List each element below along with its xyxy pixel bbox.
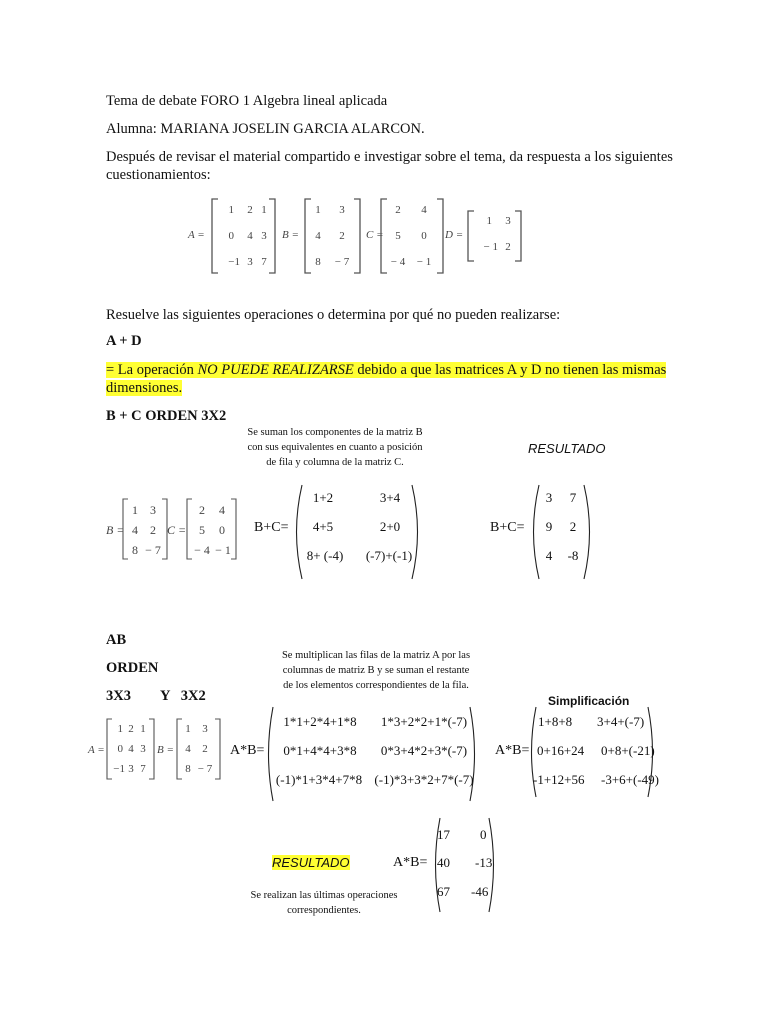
section-ab-heading: AB [106,632,127,648]
matrix-a-cell: 4 [247,230,253,242]
matrix-b-cell: 2 [339,230,345,242]
simplification-label: Simplificación [548,694,630,708]
matrix-c-cell: − 4 [390,256,406,268]
note-line: de fila y columna de la matriz C. [266,457,404,468]
small-a-cell: 3 [128,763,134,775]
bc-result-cell: -8 [567,548,579,563]
ab-simp-cell: -3+6+(-49) [601,772,659,787]
note-line: Se realizan las últimas operaciones [250,890,398,901]
bc-sum-cell: 4+5 [312,519,334,534]
ab-product-cell: 0*3+4*2+3*(-7) [380,743,468,758]
ab-simp-cell: 0+8+(-21) [601,743,655,758]
answer-emphasis: NO PUEDE REALIZARSE [197,362,354,378]
matrix-b-cell: 8 [315,256,321,268]
small-c-cell: 5 [199,523,205,537]
ab-simp-label: A*B= [495,743,530,758]
bc-result-eq-label: B+C= [490,520,525,535]
ab-result-cell: 67 [437,884,450,899]
small-b2-cell: 4 [185,743,191,755]
bc-sum-cell: 8+ (-4) [306,548,344,563]
matrix-c-label: C = [366,229,384,241]
bc-sum-cell: 2+0 [379,519,401,534]
matrix-a-cell: −1 [228,256,240,268]
matrix-b-label: B = [282,229,299,241]
matrix-b-cell: 4 [315,230,321,242]
small-b-cell: 3 [150,503,156,517]
small-b-cell: − 7 [145,543,161,557]
section-ad-answer [106,361,666,380]
small-b2-cell: 2 [202,743,208,755]
ab-result-cell: 40 [437,855,450,870]
matrix-b-cell: − 7 [334,256,350,268]
matrix-d-cell: 1 [486,215,492,227]
small-a-cell: 7 [140,763,146,775]
small-b-cell: 8 [132,543,138,557]
matrix-d-cell: − 1 [483,241,498,253]
matrix-a-cell: 3 [261,230,267,242]
matrix-a-cell: 2 [247,204,253,216]
small-matrix-b2-right-bracket [214,718,222,780]
small-matrix-a-right-bracket [148,718,156,780]
matrix-c-cell: 0 [421,230,427,242]
bc-result-cell: 4 [545,548,553,563]
small-matrix-a-label: A = [88,744,105,756]
student-name: Alumna: MARIANA JOSELIN GARCIA ALARCON. [106,121,425,137]
ab-result-cell: 0 [480,827,487,842]
small-c-cell: 4 [219,503,225,517]
ab-result-eq-label: A*B= [393,855,428,870]
small-b-cell: 2 [150,523,156,537]
matrix-a-label: A = [188,229,205,241]
matrix-a-cell: 0 [228,230,234,242]
intro-line2: cuestionamientos: [106,167,211,183]
small-b-cell: 4 [132,523,138,537]
small-a-cell: 0 [117,743,123,755]
ab-result-label-text: RESULTADO [272,855,350,870]
answer-text-a: = La operación [106,362,198,378]
matrix-a-cell: 1 [228,204,234,216]
section-ab-order-b: Y 3X2 [160,688,206,704]
matrix-c-cell: − 1 [416,256,432,268]
section-bc-heading: B + C ORDEN 3X2 [106,408,227,424]
small-a-cell: 1 [140,723,146,735]
section-bc-result-label: RESULTADO [528,441,606,456]
small-a-cell: −1 [113,763,125,775]
section-ab-note [264,648,488,693]
matrix-b-right-bracket [353,198,363,274]
ab-simp-cell: 1+8+8 [538,714,573,729]
matrix-c-cell: 4 [421,204,427,216]
ab-product-cell: 0*1+4*4+3*8 [283,743,357,758]
section-ad-heading: A + D [106,333,142,349]
matrix-a-cell: 1 [261,204,267,216]
small-c-cell: − 1 [215,543,231,557]
small-b-cell: 1 [132,503,138,517]
matrix-d-cell: 2 [505,241,511,253]
small-matrix-b2-label: B = [157,744,174,756]
matrix-b-cell: 1 [315,204,321,216]
small-a-cell: 2 [128,723,134,735]
small-b2-cell: − 7 [197,763,213,775]
instructions: Resuelve las siguientes operaciones o determina por qué no pueden realizarse: [106,307,561,323]
matrix-a-cell: 7 [261,256,267,268]
intro-line1: Después de revisar el material compartido e investigar sobre el tema, da respuesta a los siguientes [106,149,673,165]
ab-result-label [272,855,350,870]
small-c-cell: 0 [219,523,225,537]
small-a-cell: 4 [128,743,134,755]
ab-result-cell: -46 [471,884,489,899]
small-c-cell: 2 [199,503,205,517]
ab-product-label: A*B= [230,743,265,758]
small-b2-cell: 8 [185,763,191,775]
section-ab-order-a: 3X3 [106,688,131,704]
note-line: correspondientes. [287,905,361,916]
ab-result-cell: -13 [475,855,493,870]
bc-result-cell: 3 [545,490,553,505]
bc-result-right-paren [582,484,596,580]
small-a-cell: 1 [117,723,123,735]
matrix-c-cell: 2 [395,204,401,216]
matrix-c-cell: 5 [395,230,401,242]
small-matrix-c-label: C = [167,523,187,537]
ab-product-cell: 1*3+2*2+1*(-7) [380,714,468,729]
small-matrix-b-label: B = [106,523,125,537]
note-line: columnas de matriz B y se suman el restante [282,665,470,676]
ab-result-cell: 17 [437,827,450,842]
ab-product-cell: (-1)*3+3*2+7*(-7) [374,772,474,787]
bc-result-cell: 7 [569,490,577,505]
matrix-d-cell: 3 [505,215,511,227]
note-line: Se suman los componentes de la matriz B [247,427,423,438]
ab-final-note [236,888,412,918]
bc-result-left-paren [527,484,541,580]
ab-product-cell: (-1)*1+3*4+7*8 [275,772,363,787]
small-a-cell: 3 [140,743,146,755]
ab-simp-cell: -1+12+56 [533,772,585,787]
bc-result-cell: 9 [545,519,553,534]
ab-simp-cell: 3+4+(-7) [597,714,645,729]
matrix-b-cell: 3 [339,204,345,216]
note-line: con sus equivalentes en cuanto a posición [247,442,423,453]
section-ab-order: ORDEN [106,660,159,676]
ab-simp-cell: 0+16+24 [537,743,585,758]
bc-result-cell: 2 [569,519,577,534]
ab-product-cell: 1*1+2*4+1*8 [283,714,357,729]
doc-title: Tema de debate FORO 1 Algebra lineal aplicada [106,93,388,109]
small-c-cell: − 4 [194,543,210,557]
note-line: de los elementos correspondientes de la fila. [283,680,469,691]
note-line: Se multiplican las filas de la matriz A por las [281,650,471,661]
section-ad-answer-cont [106,379,182,398]
answer-text-d: dimensiones. [106,380,183,396]
bc-sum-cell: 3+4 [379,490,401,505]
bc-sum-cell: (-7)+(-1) [365,548,413,563]
bc-sum-label: B+C= [254,520,289,535]
small-b2-cell: 3 [202,723,208,735]
section-bc-note [240,425,430,470]
bc-sum-cell: 1+2 [312,490,334,505]
matrix-d-label: D = [445,229,464,241]
matrix-a-cell: 3 [247,256,253,268]
answer-text-c: debido a que las matrices A y D no tienen las mismas [353,362,667,378]
small-b2-cell: 1 [185,723,191,735]
